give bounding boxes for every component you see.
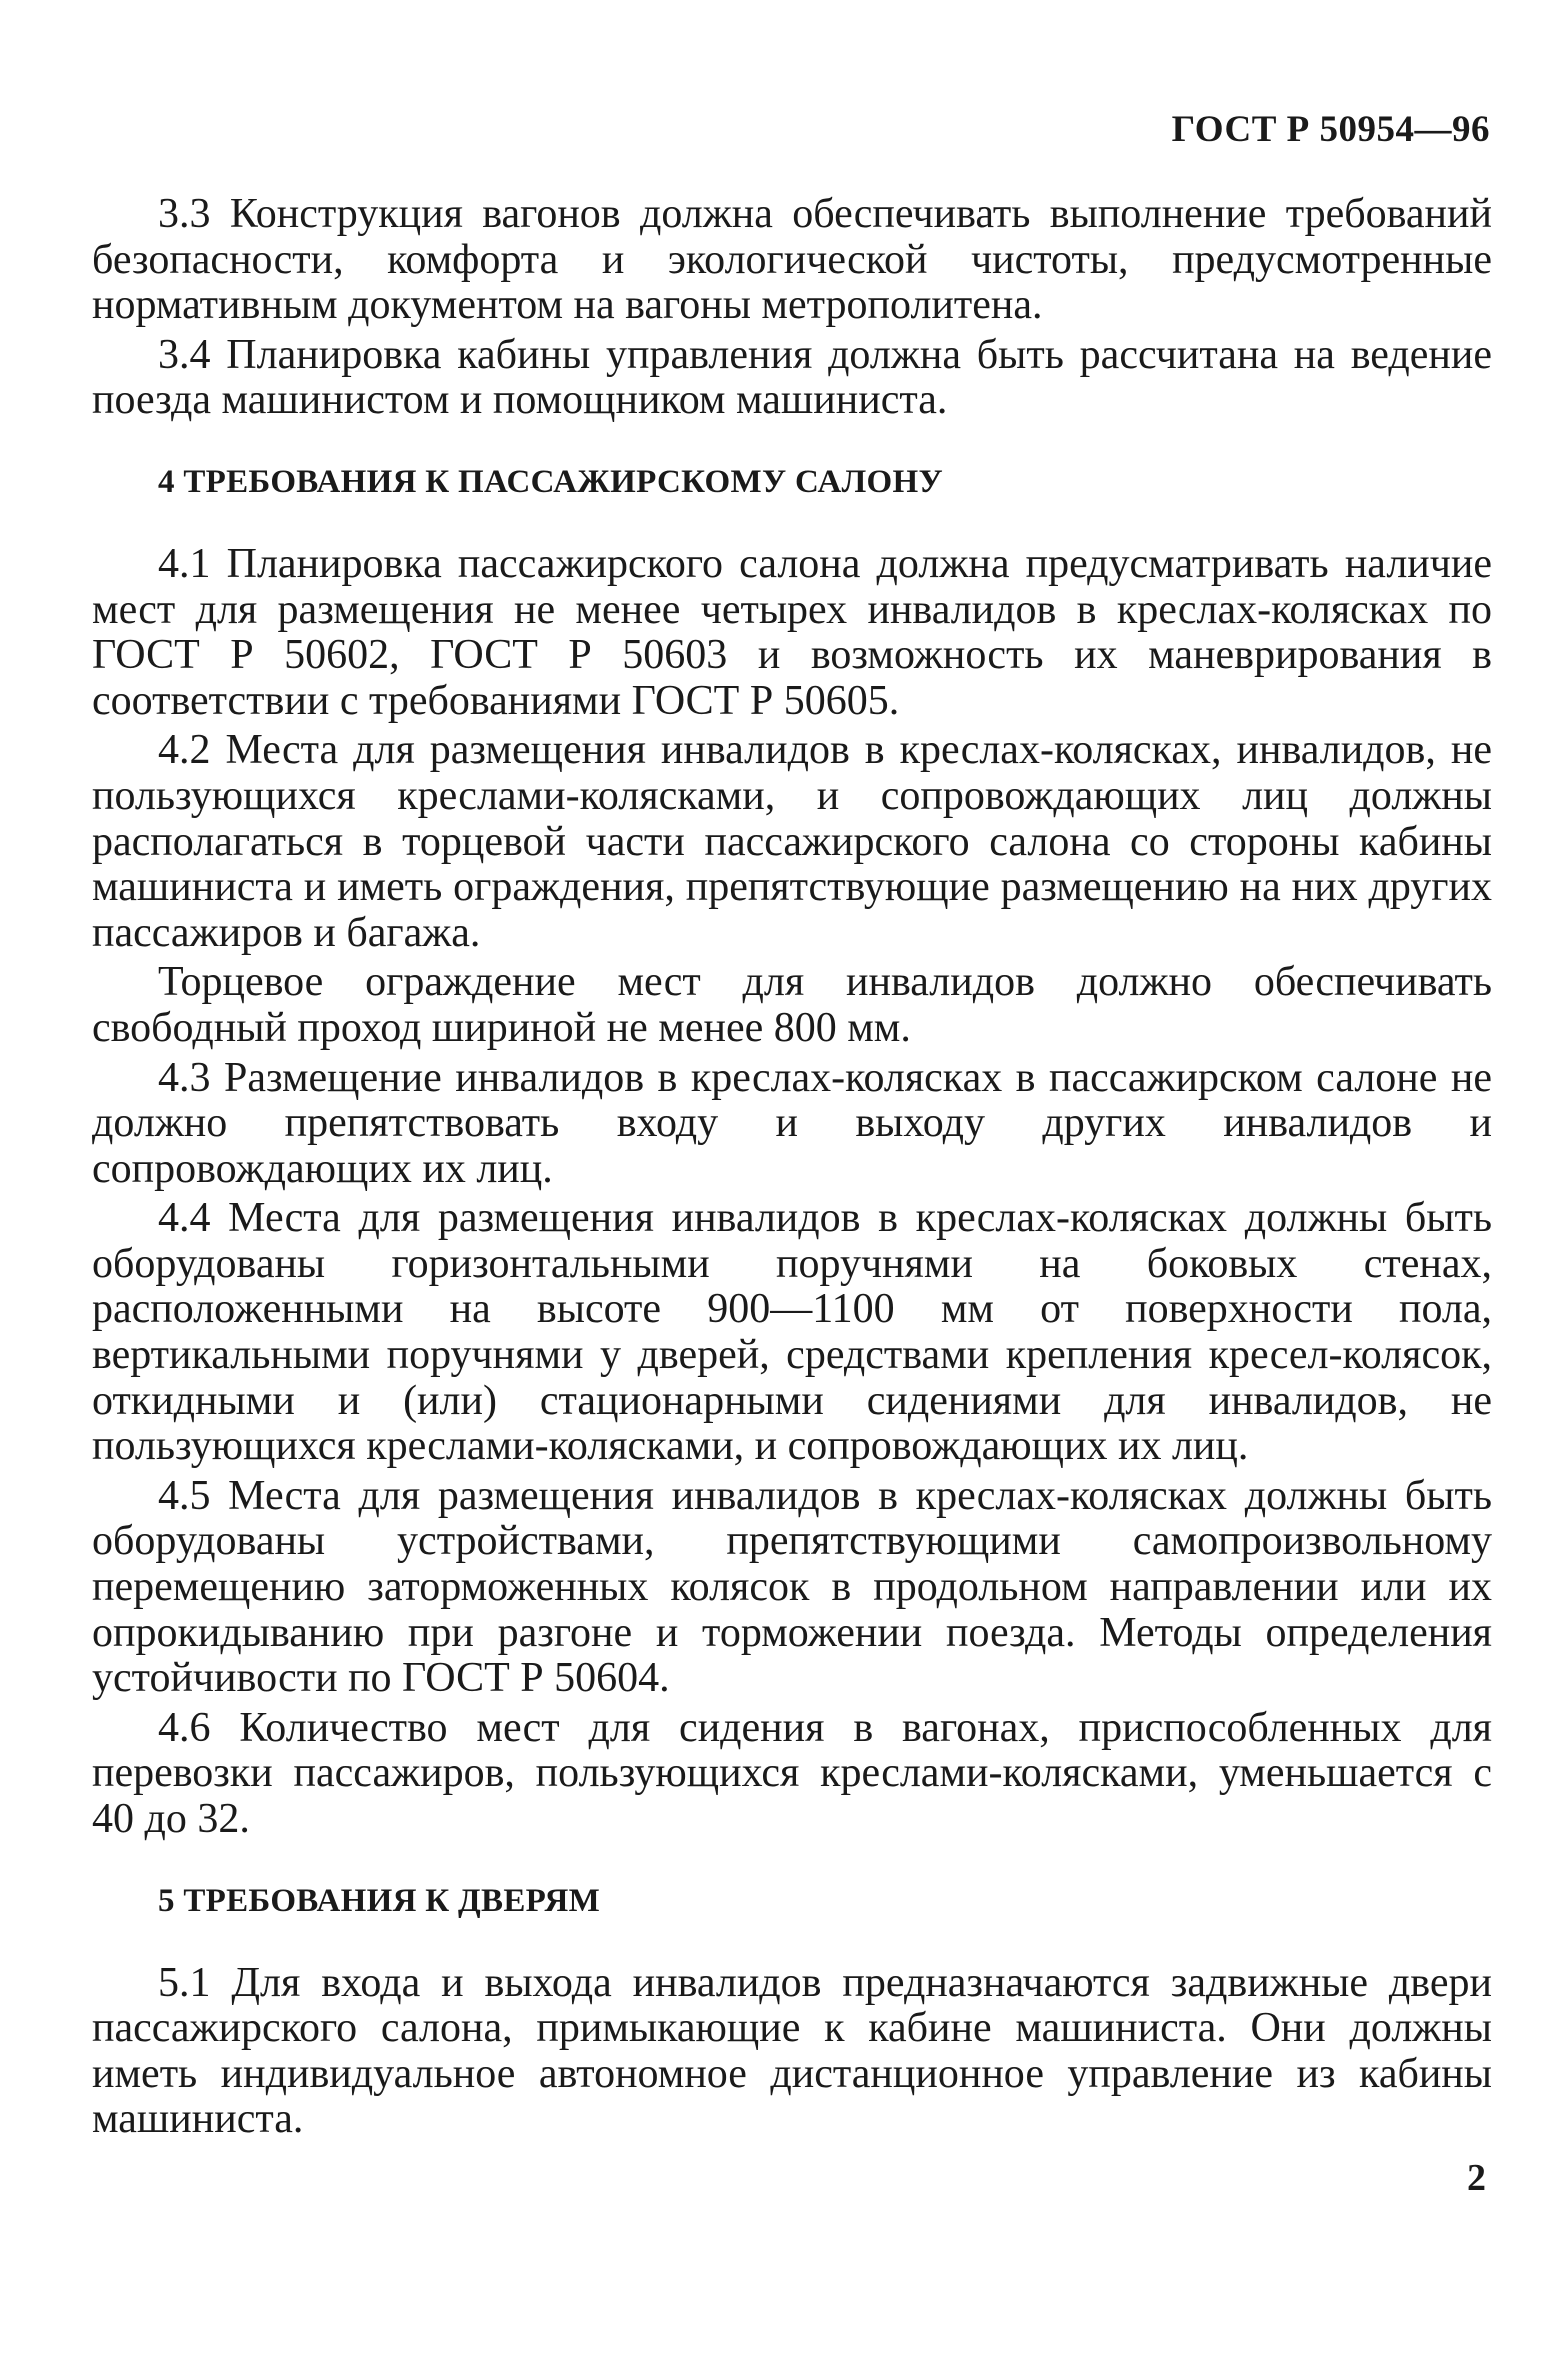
paragraph-4-2-fence: Торцевое ограждение мест для инвалидов должно обеспечивать свободный проход шириной не менее 800 мм. bbox=[92, 959, 1492, 1051]
standard-header: ГОСТ Р 50954—96 bbox=[1171, 109, 1490, 150]
paragraph-4-6: 4.6 Количество мест для сидения в вагонах, приспособленных для перевозки пассажиров, пользующихся креслами-колясками, уменьшается с 40 до 32. bbox=[92, 1704, 1492, 1842]
paragraph-4-1: 4.1 Планировка пассажирского салона должна предусматривать наличие мест для размещения не менее четырех инвалидов в креслах-колясках по ГОСТ Р 50602, ГОСТ Р 50603 и возможность их маневрирования в соответствии с требованиями ГОСТ Р 50605. bbox=[92, 540, 1492, 724]
section-5-heading: 5 ТРЕБОВАНИЯ К ДВЕРЯМ bbox=[158, 1882, 601, 1919]
paragraph-4-4: 4.4 Места для размещения инвалидов в креслах-колясках должны быть оборудованы горизонтальными поручнями на боковых стенах, расположенными на высоте 900—1100 мм от поверхности пола, вертикальными поручнями у дверей, средствами крепления кресел-колясок, откидными и (или) стационарными сидениями для инвалидов, не пользующихся креслами-колясками, и сопровождающих их лиц. bbox=[92, 1195, 1492, 1470]
paragraph-4-5: 4.5 Места для размещения инвалидов в креслах-колясках должны быть оборудованы устройствами, препятствующими самопроизвольному перемещению заторможенных колясок в продольном направлении или их опрокидыванию при разгоне и торможении поезда. Методы определения устойчивости по ГОСТ Р 50604. bbox=[92, 1472, 1492, 1702]
paragraph-4-2: 4.2 Места для размещения инвалидов в креслах-колясках, инвалидов, не пользующихся креслами-колясками, и сопровождающих лиц должны располагаться в торцевой части пассажирского салона со стороны кабины машиниста и иметь ограждения, препятствующие размещению на них других пассажиров и багажа. bbox=[92, 727, 1492, 956]
section-4-heading: 4 ТРЕБОВАНИЯ К ПАССАЖИРСКОМУ САЛОНУ bbox=[158, 463, 944, 500]
paragraph-4-3: 4.3 Размещение инвалидов в креслах-колясках в пассажирском салоне не должно препятствовать входу и выходу других инвалидов и сопровождающих их лиц. bbox=[92, 1054, 1492, 1192]
page-number: 2 bbox=[1467, 2157, 1486, 2199]
paragraph-3-4: 3.4 Планировка кабины управления должна быть рассчитана на ведение поезда машинистом и помощником машиниста. bbox=[92, 331, 1492, 424]
paragraph-5-1: 5.1 Для входа и выхода инвалидов предназначаются задвижные двери пассажирского салона, примыкающие к кабине машиниста. Они должны иметь индивидуальное автономное дистанционное управление из кабины машиниста. bbox=[92, 1959, 1492, 2143]
paragraph-3-3: 3.3 Конструкция вагонов должна обеспечивать выполнение требований безопасности, комфорта и экологической чистоты, предусмотренные нормативным документом на вагоны метрополитена. bbox=[92, 191, 1492, 329]
document-body bbox=[92, 192, 1492, 2147]
